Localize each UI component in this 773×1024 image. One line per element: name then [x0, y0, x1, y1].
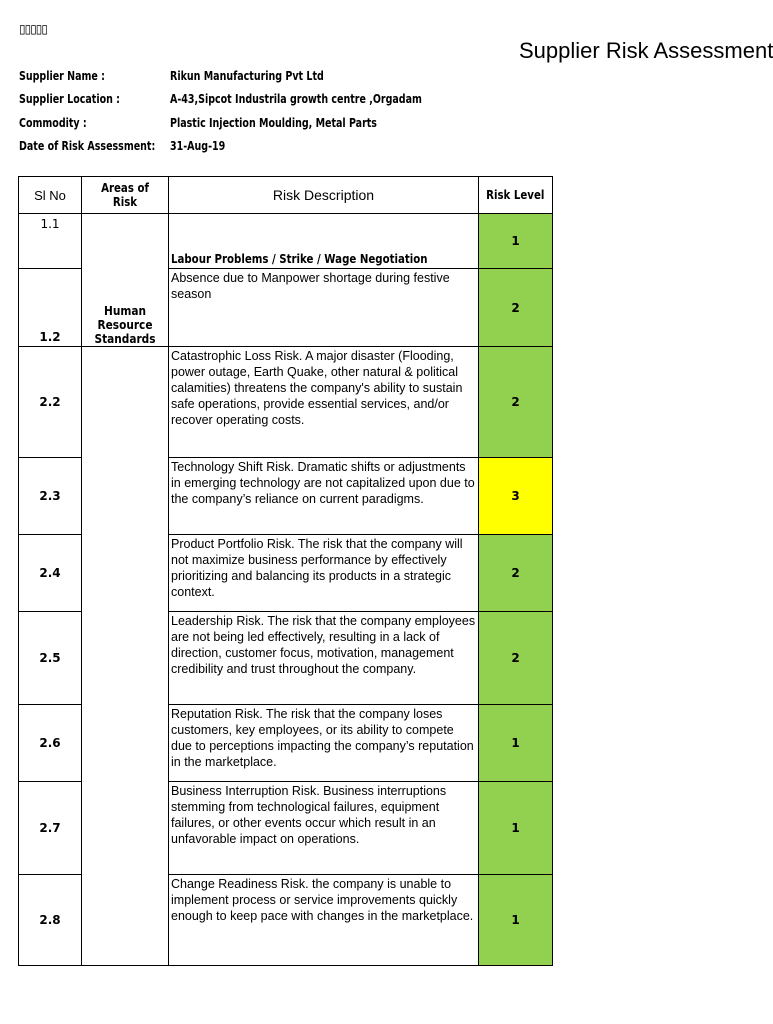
area-human-resource: Human Resource Standards: [82, 214, 169, 347]
row-description: Leadership Risk. The risk that the company employees are not being led effectively, resulting in a lack of direction, customer focus, motivation, management credibility and trust throughout the company.: [169, 612, 479, 705]
row-si: 2.6: [19, 705, 82, 782]
assessment-date-row: [19, 135, 456, 159]
commodity-value: Plastic Injection Moulding, Metal Parts: [170, 115, 377, 130]
commodity-row: [19, 111, 456, 135]
row-risk-level: 1: [479, 875, 553, 966]
supplier-name-value: Rikun Manufacturing Pvt Ltd: [170, 68, 324, 83]
row-risk-level: 3: [479, 458, 553, 535]
table-row: [19, 347, 553, 458]
row-risk-level: 2: [479, 347, 553, 458]
supplier-location-value: A-43,Sipcot Industrila growth centre ,Orgadam: [170, 92, 422, 107]
assessment-date-value: 31-Aug-19: [170, 139, 226, 154]
row-description: Absence due to Manpower shortage during festive season: [169, 269, 479, 347]
table-row: [19, 214, 553, 269]
area-blank: [82, 347, 169, 966]
row-risk-level: 1: [479, 782, 553, 875]
assessment-date-label: Date of Risk Assessment:: [19, 139, 156, 154]
supplier-name-row: [19, 64, 456, 88]
row-si: 2.7: [19, 782, 82, 875]
header-si-no: Sl No: [19, 177, 82, 214]
row-risk-level: 2: [479, 535, 553, 612]
row-description: Technology Shift Risk. Dramatic shifts or adjustments in emerging technology are not capitalized upon due to the company’s reliance on current paradigms.: [169, 458, 479, 535]
supplier-info: [19, 64, 456, 158]
row-si: 2.8: [19, 875, 82, 966]
row-si: 2.2: [19, 347, 82, 458]
supplier-name-label: Supplier Name :: [19, 68, 105, 83]
row-description: Catastrophic Loss Risk. A major disaster (Flooding, power outage, Earth Quake, other natural & political calamities) threatens the company's ability to sustain safe operations, provide essential services, and/or recover operating costs.: [169, 347, 479, 458]
row-risk-level: 1: [479, 214, 553, 269]
row-risk-level: 1: [479, 705, 553, 782]
commodity-label: Commodity :: [19, 115, 87, 130]
header-area: Areas of Risk: [82, 177, 169, 214]
row-si: 2.4: [19, 535, 82, 612]
row-description: Labour Problems / Strike / Wage Negotiation: [169, 214, 479, 269]
row-description: Product Portfolio Risk. The risk that the company will not maximize business performance by effectively prioritizing and balancing its products in a strategic context.: [169, 535, 479, 612]
table-header-row: [19, 177, 553, 214]
row-risk-level: 2: [479, 612, 553, 705]
corner-glyphs: ▯▯▯▯▯: [19, 22, 48, 36]
header-description: Risk Description: [169, 177, 479, 214]
header-risk-level: Risk Level: [479, 177, 553, 214]
row-si: 2.5: [19, 612, 82, 705]
row-si: 2.3: [19, 458, 82, 535]
row-si: 1.1: [19, 214, 82, 269]
page-title: Supplier Risk Assessment: [519, 38, 773, 63]
supplier-location-row: [19, 88, 456, 112]
supplier-location-label: Supplier Location :: [19, 92, 120, 107]
row-risk-level: 2: [479, 269, 553, 347]
row-description: Change Readiness Risk. the company is unable to implement process or service improvements quickly enough to keep pace with changes in the marketplace.: [169, 875, 479, 966]
row-description: Business Interruption Risk. Business interruptions stemming from technological failures, equipment failures, or other events occur which result in an unfavorable impact on operations.: [169, 782, 479, 875]
row-si: 1.2: [19, 269, 82, 347]
row-description: Reputation Risk. The risk that the company loses customers, key employees, or its ability to compete due to perceptions impacting the company’s reputation in the marketplace.: [169, 705, 479, 782]
risk-table: [18, 176, 553, 966]
